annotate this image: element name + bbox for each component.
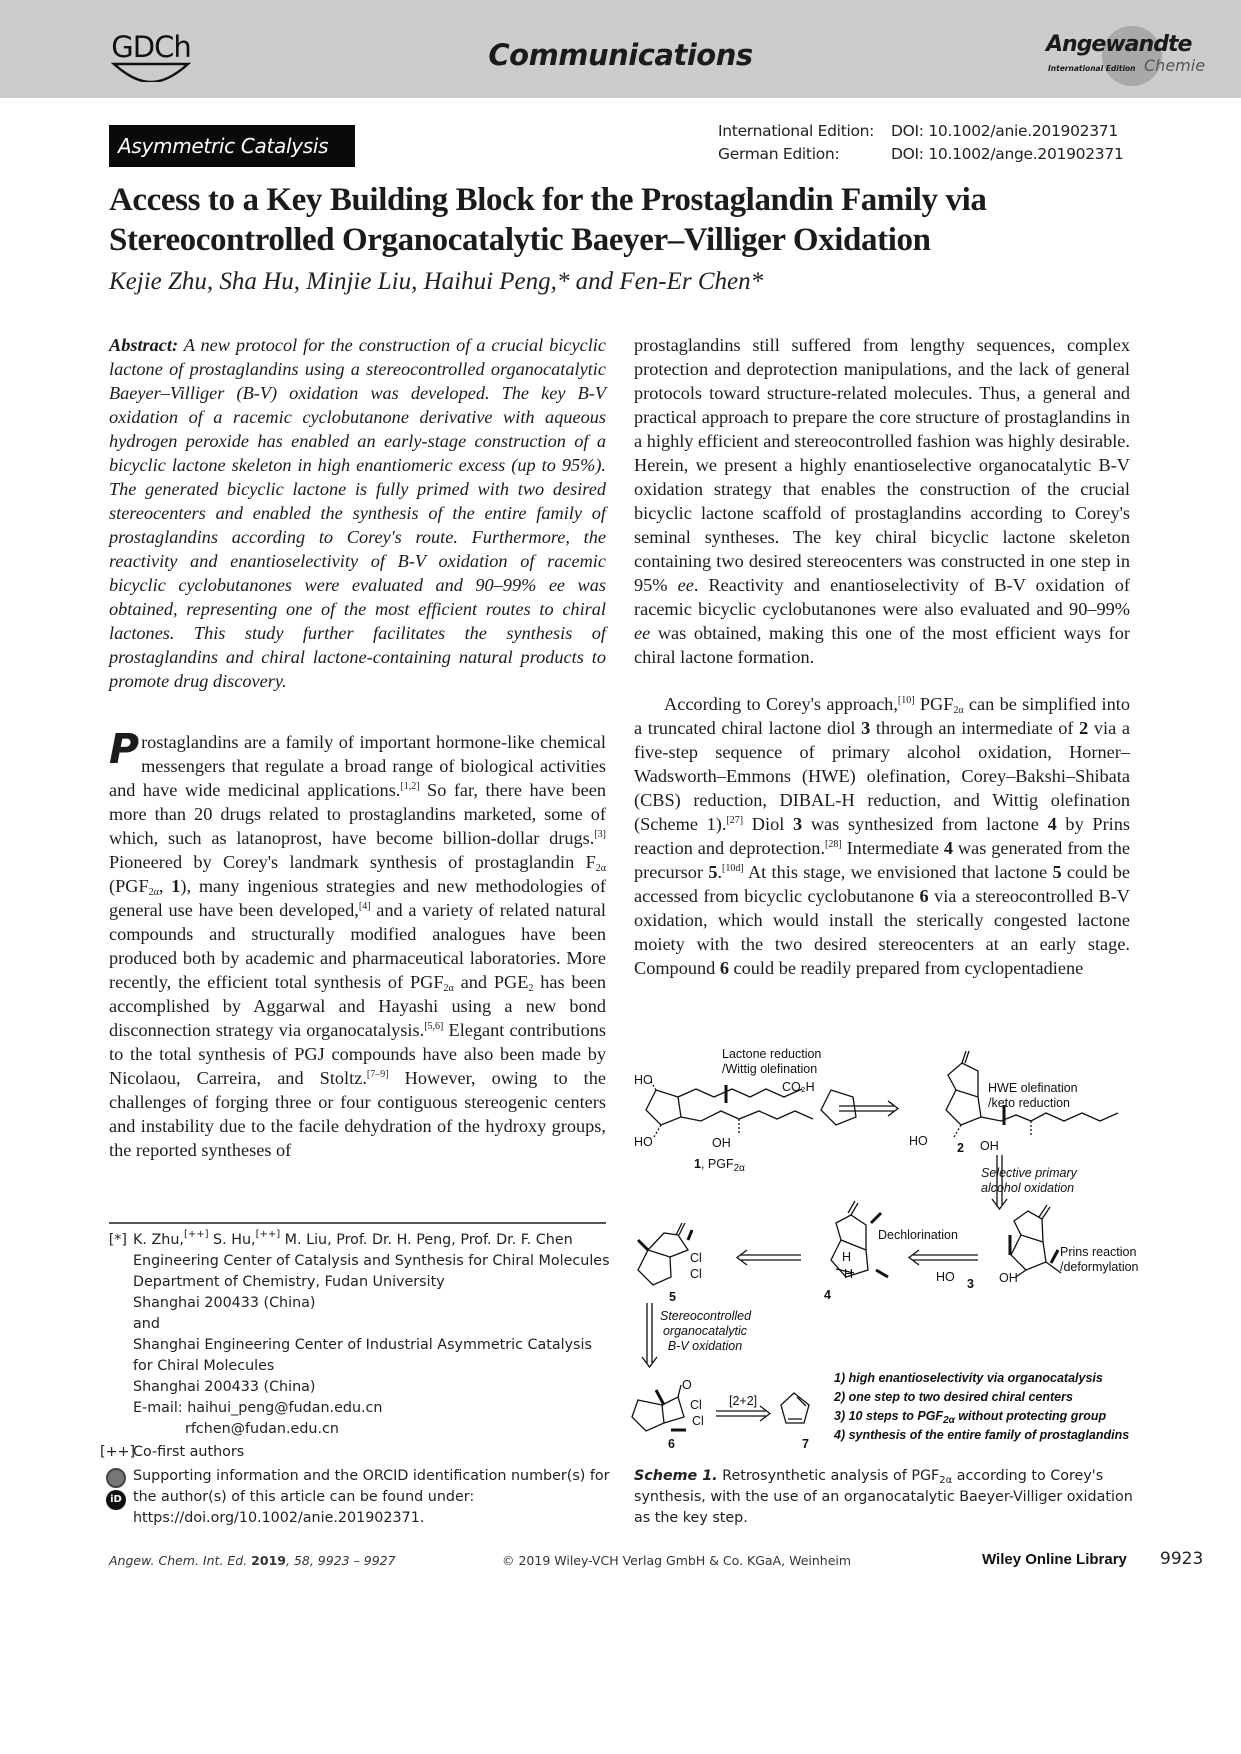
scheme-label: /keto reduction	[988, 1096, 1070, 1110]
scheme-highlight: 4) synthesis of the entire family of prostaglandins	[834, 1428, 1130, 1442]
body-text: ,	[158, 876, 172, 896]
body-text: prostaglandins still suffered from lengthy sequences, complex protection and deprotection manipulations, and the lack of general protocols toward structure-related molecules. Thus, a general and practical approach to prepare the core structure of prostaglandins in a highly efficient and stereocontrolled fashion was highly desirable. Herein, we present a highly enantioselective organocatalytic B-V oxidation strategy that enables the construction of the crucial bicyclic lactone scaffold of prostaglandins according to Corey's seminal syntheses. The key chiral bicyclic lactone skeleton containing two desired stereocenters was constructed in one step in 95%	[634, 335, 1130, 595]
compound-number: 2	[1079, 718, 1089, 738]
compound-number: 6	[919, 886, 929, 906]
body-text: through an intermediate of	[870, 718, 1080, 738]
subscript: 2α	[939, 1475, 953, 1486]
abstract-label: Abstract:	[109, 335, 179, 355]
footer-copyright: © 2019 Wiley-VCH Verlag GmbH & Co. KGaA, Weinheim	[502, 1553, 852, 1568]
doi-row	[718, 120, 1123, 143]
scheme-highlight: 1) high enantioselectivity via organocatalysis	[834, 1371, 1103, 1385]
gdch-logo-text: GDCh	[111, 30, 191, 64]
footnote-text: Supporting information and the ORCID identification number(s) for the author(s) of this article can be found under:	[133, 1468, 610, 1505]
body-text: At this stage, we envisioned that lactone	[743, 862, 1053, 882]
scheme-atom-label: HO	[634, 1073, 653, 1087]
footnote-text: K. Zhu,	[133, 1232, 184, 1248]
compound-number: 2	[957, 1141, 964, 1155]
body-text: and a variety of related natural compounds and structurally modified analogues have been produced both by academic and pharmaceutical laboratories. More recently, the efficient total synthesis of PGF	[109, 900, 607, 992]
citation-link[interactable]: [10]	[897, 695, 915, 706]
supporting-info-icon	[106, 1468, 126, 1488]
doi-label: German Edition:	[718, 145, 840, 163]
scheme-atom-label: CO₂H	[782, 1080, 815, 1094]
compound-number: 5	[708, 862, 718, 882]
email-link[interactable]: rfchen@fudan.edu.cn	[185, 1421, 339, 1437]
scheme-atom-label: Cl	[692, 1414, 704, 1428]
body-text: by Prins reaction and deprotection.	[634, 814, 1130, 858]
footnote-mark: [++]	[100, 1444, 136, 1460]
italic-term: ee	[677, 575, 694, 595]
wiley-online-library-link[interactable]: Wiley Online Library	[982, 1551, 1127, 1568]
body-text: rostaglandins are a family of important hormone-like chemical messengers that regulate a broad range of biological activities and have wide medicinal applications.	[109, 732, 606, 800]
citation-link[interactable]: [3]	[594, 829, 606, 840]
body-text: Pioneered by Corey's landmark synthesis of prostaglandin F	[109, 852, 596, 872]
scheme-atom-label: Cl	[690, 1251, 702, 1265]
scheme-atom-label: O	[682, 1378, 692, 1392]
citation-link[interactable]: [4]	[358, 901, 371, 912]
author-list: Kejie Zhu, Sha Hu, Minjie Liu, Haihui Peng,* and Fen-Er Chen*	[109, 268, 764, 295]
scheme-atom-label: OH	[712, 1136, 731, 1150]
compound-number: 4	[1047, 814, 1057, 834]
logo-sub-text: Chemie	[1144, 56, 1206, 75]
footnote-sup: [++]	[255, 1229, 281, 1240]
compound-number: 6	[668, 1437, 675, 1451]
body-text: However, owing to the challenges of forging three or four contiguous stereogenic centers and instability due to the facile dehydration of the hydroxy groups, the reported syntheses of	[109, 1068, 606, 1160]
scheme-atom-label: OH	[999, 1271, 1018, 1285]
compound-number: 5	[669, 1290, 676, 1304]
scheme-atom-label: H	[844, 1267, 854, 1281]
caption-text: Retrosynthetic analysis of PGF	[717, 1468, 940, 1484]
doi-label: International Edition:	[718, 122, 875, 140]
scheme-atom-label: HO	[936, 1270, 955, 1284]
compound-number: 4	[943, 838, 954, 858]
body-paragraph-right-2: According to Corey's approach,[10] $PGF_{2\alpha}$ can be simplified into a truncated chiral lactone diol 3 through an intermediate of 2 via a five-step sequence of primary alcohol oxidation, Horner–Wadsworth–Emmons (HWE) olefination, Corey–Bakshi–Shibata (CBS) reduction, DIBAL-H reduction, and Wittig olefination (Scheme 1).[27] Diol 3 was synthesized from lactone 4 by Prins reaction and deprotection.[28] Intermediate 4 was generated from the precursor 5.[10d] At this stage, we envisioned that lactone 5 could be accessed from bicyclic cyclobutanone 6 via a stereocontrolled B-V oxidation, which would install the sterically congested lactone moiety with the two desired stereocenters at an early stage. Compound 6 could be readily prepared from cyclopentadiene	[634, 694, 1130, 978]
body-text: So far, there have been more than 20 drugs related to prostaglandins marketed, some of which, such as latanoprost, have become billion-dollar drugs.	[109, 780, 606, 848]
scheme-label: [2+2]	[729, 1394, 758, 1408]
footer-citation: Angew. Chem. Int. Ed. 2019, 58, 9923 – 9927	[109, 1553, 396, 1568]
logo-main-text: Angewandte	[1046, 32, 1192, 57]
email-label: E-mail:	[133, 1400, 183, 1416]
scheme-atom-label: OH	[980, 1139, 999, 1153]
compound-number: 5	[1052, 862, 1062, 882]
body-text: ), many ingenious strategies and new methodologies of general use have been developed,	[109, 876, 606, 920]
compound-number: 3	[793, 814, 803, 834]
body-text: Elegant contributions to the total synthesis of PGJ compounds have also been made by Nicolaou, Carreira, and Stoltz.	[109, 1020, 606, 1088]
body-text: and PGE	[453, 972, 529, 992]
compound-number: 7	[802, 1437, 809, 1451]
scheme-atom-label: HO	[909, 1134, 928, 1148]
abstract	[109, 333, 606, 693]
body-text: was synthesized from lactone	[802, 814, 1048, 834]
citation-link[interactable]: [27]	[726, 815, 744, 826]
scheme-label: B-V oxidation	[667, 1339, 743, 1353]
citation-link[interactable]: [28]	[825, 839, 842, 850]
caption-label: Scheme 1.	[634, 1468, 718, 1484]
supporting-info-footnote	[100, 1466, 610, 1529]
abstract-text: A new protocol for the construction of a crucial bicyclic lactone of prostaglandins using a stereocontrolled organocatalytic Baeyer–Villiger (B-V) oxidation was developed. The key B-V oxidation of a racemic cyclobutanone derivative with aqueous hydrogen peroxide has enabled an early-stage construction of a bicyclic lactone skeleton in high enantiomeric excess (up to 95%). The generated bicyclic lactone is fully primed with two desired stereocenters and enabled the synthesis of the entire family of prostaglandins according to Corey's route. Furthermore, the reactivity and enantioselectivity of B-V oxidation of racemic bicyclic cyclobutanones were evaluated and 90–99% ee was obtained, representing one of the most efficient routes to chiral lactones. This study further facilitates the synthesis of prostaglandins and chiral lactone-containing natural products to promote drug discovery.	[109, 335, 606, 691]
scheme-atom-label: Cl	[690, 1398, 702, 1412]
scheme-label: Prins reaction	[1060, 1245, 1137, 1259]
body-text: could be readily prepared from cyclopentadiene	[728, 958, 1084, 978]
intro-paragraph	[109, 725, 607, 1162]
section-title: Communications	[488, 38, 753, 72]
body-text: . Reactivity and enantioselectivity of B-V oxidation of racemic bicyclic cyclobutanones were also evaluated and 90–99%	[634, 575, 1130, 619]
scheme-1-figure	[626, 1045, 1140, 1451]
footnote-divider	[109, 1222, 606, 1224]
compound-1-label: 1, $PGF_{2\alpha}$	[694, 1157, 745, 1174]
affiliation-footnote	[100, 1230, 610, 1440]
body-text: has been accomplished by Aggarwal and Hayashi using a new bond disconnection strategy via organocatalysis.	[109, 972, 606, 1040]
body-text: Diol	[743, 814, 793, 834]
drop-cap: P	[109, 725, 140, 773]
footnotes	[100, 1230, 610, 1529]
doi-row	[718, 143, 1123, 166]
cofirst-footnote	[100, 1442, 610, 1463]
scheme-label: Dechlorination	[878, 1228, 958, 1242]
scheme-atom-label: HO	[634, 1135, 653, 1149]
scheme-highlight: 2) one step to two desired chiral centers	[834, 1390, 1073, 1404]
page-number: 9923	[1160, 1549, 1204, 1569]
affiliation-line: Department of Chemistry, Fudan University	[133, 1274, 445, 1290]
body-text: (PGF	[109, 876, 149, 896]
citation-link[interactable]: [1,2]	[400, 781, 420, 792]
footnote-text: M. Liu, Prof. Dr. H. Peng, Prof. Dr. F. Chen	[280, 1232, 573, 1248]
body-text: was generated from the precursor	[634, 838, 1130, 882]
category-badge: Asymmetric Catalysis	[109, 125, 355, 167]
body-text: via a stereocontrolled B-V oxidation, which would install the sterically congested lactone moiety with the two desired stereocenters at an early stage. Compound	[634, 886, 1130, 978]
scheme-atom-label: Cl	[690, 1267, 702, 1281]
scheme-label: /Wittig olefination	[722, 1062, 818, 1076]
body-text: According to Corey's approach,	[664, 694, 898, 714]
compound-number: 6	[719, 958, 729, 978]
email-link[interactable]: haihui_peng@fudan.edu.cn	[187, 1400, 383, 1416]
orcid-icon: iD	[106, 1490, 126, 1510]
footnote-text: Co-first authors	[133, 1444, 245, 1460]
caption-text: according to Corey's synthesis, with the use of an organocatalytic Baeyer-Villiger oxidation as the key step.	[634, 1468, 1133, 1526]
scheme-label: organocatalytic	[662, 1324, 748, 1338]
subscript: 2α	[443, 983, 454, 994]
scheme-label: Selective primary	[981, 1166, 1077, 1180]
affiliation-line: Shanghai 200433 (China)	[133, 1295, 316, 1311]
compound-number: 1	[171, 876, 181, 896]
scheme-atom-label: H	[842, 1250, 852, 1264]
scheme-highlight: 3) 10 steps to $PGF_{2\alpha}$ without protecting group	[834, 1409, 1107, 1426]
subscript: 2α	[953, 705, 964, 716]
body-text: was obtained, making this one of the most efficient ways for chiral lactone formation.	[634, 623, 1130, 667]
body-paragraph-right-1	[634, 333, 1130, 669]
doi-block	[718, 120, 1123, 166]
subscript: 2α	[148, 887, 159, 898]
logo-edition-text: International Edition	[1048, 64, 1136, 73]
body-text: PGF	[914, 694, 954, 714]
body-text: Intermediate	[841, 838, 944, 858]
angewandte-logo	[1040, 26, 1220, 90]
compound-number: 3	[967, 1277, 974, 1291]
scheme-label: alcohol oxidation	[981, 1181, 1075, 1195]
italic-term: ee	[634, 623, 651, 643]
footnote-sup: [++]	[183, 1229, 209, 1240]
affiliation-line: Shanghai 200433 (China)	[133, 1379, 316, 1395]
body-text: could be accessed from bicyclic cyclobutanone	[634, 862, 1130, 906]
affiliation-line: and	[133, 1316, 160, 1332]
body-text: can be simplified into a truncated chiral lactone diol	[634, 694, 1130, 738]
doi-link[interactable]: DOI: 10.1002/anie.201902371	[891, 122, 1118, 140]
citation-link[interactable]: [7–9]	[366, 1069, 389, 1080]
scheme-label: /deformylation	[1060, 1260, 1139, 1274]
article-title: Access to a Key Building Block for the Prostaglandin Family via Stereocontrolled Organocatalytic Baeyer–Villiger Oxidation	[109, 182, 987, 258]
footnote-text: S. Hu,	[208, 1232, 256, 1248]
footnote-mark: [*]	[108, 1232, 127, 1248]
citation-link[interactable]: [10d]	[722, 863, 744, 874]
journal-header-band	[0, 0, 1241, 98]
affiliation-line: Shanghai Engineering Center of Industrial Asymmetric Catalysis for Chiral Molecules	[133, 1337, 592, 1374]
scheme-label: HWE olefination	[988, 1081, 1078, 1095]
compound-number: 4	[824, 1288, 831, 1302]
scheme-caption	[634, 1466, 1134, 1529]
scheme-label: Stereocontrolled	[660, 1309, 752, 1323]
subscript: 2	[528, 983, 534, 994]
supporting-info-link[interactable]: https://doi.org/10.1002/anie.201902371.	[133, 1510, 425, 1526]
subscript: 2α	[595, 863, 606, 874]
doi-link[interactable]: DOI: 10.1002/ange.201902371	[891, 145, 1124, 163]
affiliation-line: Engineering Center of Catalysis and Synthesis for Chiral Molecules	[133, 1253, 610, 1269]
body-text: via a five-step sequence of primary alcohol oxidation, Horner–Wadsworth–Emmons (HWE) olefination, Corey–Bakshi–Shibata (CBS) reduction, DIBAL-H reduction, and Wittig olefination (Scheme 1).	[634, 718, 1130, 834]
compound-number: 3	[861, 718, 871, 738]
citation-link[interactable]: [5,6]	[424, 1021, 444, 1032]
scheme-label: Lactone reduction	[722, 1047, 822, 1061]
